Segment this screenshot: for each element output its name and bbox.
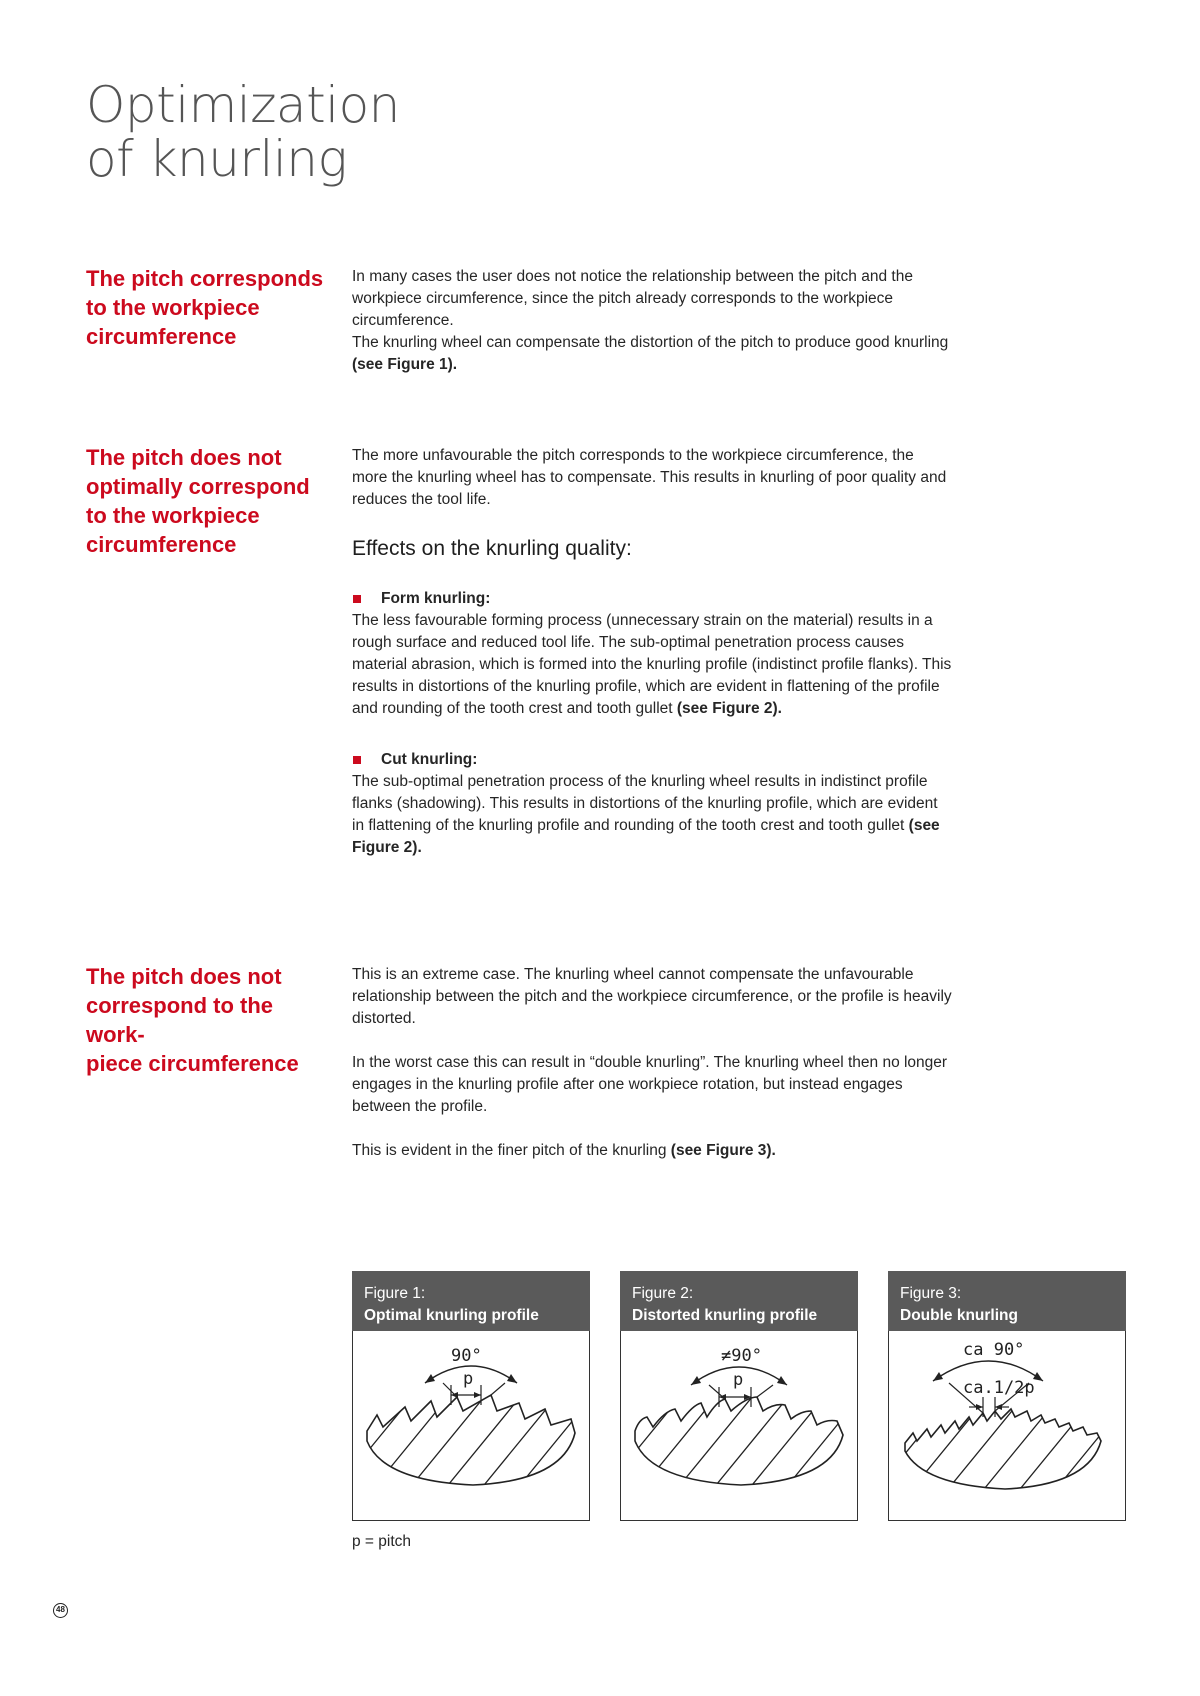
section-3-paragraph-3 xyxy=(352,1140,952,1162)
bullet-title-text: Form knurling: xyxy=(381,590,491,607)
figure-reference: (see Figure 2). xyxy=(352,817,940,856)
heading-line: to the workpiece xyxy=(86,295,260,320)
pitch-label: ca.1/2p xyxy=(963,1378,1035,1398)
effects-subheading: Effects on the knurling quality: xyxy=(352,537,632,560)
figure-1-caption xyxy=(352,1271,590,1331)
figure-2-drawing xyxy=(620,1331,858,1521)
pitch-label: p xyxy=(463,1369,474,1389)
section-1-paragraph-1: In many cases the user does not notice the relationship between the pitch and the workpiece circumference, since the pitch already corresponds to the workpiece circumference. xyxy=(352,268,913,329)
paragraph-text: This is evident in the finer pitch of the knurling xyxy=(352,1142,671,1159)
angle-label: 90° xyxy=(451,1346,482,1366)
figure-legend: p = pitch xyxy=(352,1533,412,1550)
section-1-body xyxy=(352,266,952,376)
figure-reference: (see Figure 2). xyxy=(676,700,782,717)
heading-line: circumference xyxy=(86,324,237,349)
figure-label: Figure 2: xyxy=(632,1285,694,1302)
bullet-title xyxy=(352,588,952,610)
figure-2-caption xyxy=(620,1271,858,1331)
bullet-body: The less favourable forming process (unnecessary strain on the material) results in a rough surface and reduced tool life. The sub-optimal penetration process causes material abrasion, which is formed into the knurling profile (indistinct profile flanks). This results in distortions of the knurling profile, which are evident in flattening of the profile and rounding of the tooth crest and tooth gullet xyxy=(352,612,952,717)
section-3-paragraph-2: In the worst case this can result in “double knurling”. The knurling wheel then no longer engages in the knurling profile after one workpiece rotation, but instead engages between the profile. xyxy=(352,1054,948,1115)
figure-title: Optimal knurling profile xyxy=(364,1307,539,1324)
section-3-paragraph-1: This is an extreme case. The knurling wheel cannot compensate the unfavourable relationship between the pitch and the workpiece circumference, or the profile is heavily distorted. xyxy=(352,966,952,1027)
section-2-body xyxy=(352,445,952,511)
distorted-knurling-profile-diagram xyxy=(621,1331,857,1520)
angle-label: ca 90° xyxy=(963,1340,1025,1360)
red-square-bullet-icon xyxy=(353,756,361,764)
figure-3 xyxy=(888,1271,1126,1521)
pitch-label: p xyxy=(733,1370,744,1390)
figure-title: Distorted knurling profile xyxy=(632,1307,818,1324)
bullet-title-text: Cut knurling: xyxy=(381,751,478,768)
figure-title: Double knurling xyxy=(900,1307,1018,1324)
section-3-body xyxy=(352,964,952,1162)
figure-reference: (see Figure 3). xyxy=(670,1142,776,1159)
bullet-form-knurling xyxy=(352,588,952,720)
figure-2 xyxy=(620,1271,858,1521)
double-knurling-diagram xyxy=(889,1331,1125,1520)
figure-3-caption xyxy=(888,1271,1126,1331)
heading-line: The pitch does not xyxy=(86,964,282,989)
paragraph-text: The knurling wheel can compensate the distortion of the pitch to produce good knurling xyxy=(352,334,949,351)
figure-1-drawing xyxy=(352,1331,590,1521)
figure-reference: (see Figure 1). xyxy=(352,356,458,373)
figure-3-drawing xyxy=(888,1331,1126,1521)
angle-label: ≠90° xyxy=(721,1346,762,1366)
heading-line: optimally correspond xyxy=(86,474,310,499)
figure-label: Figure 3: xyxy=(900,1285,962,1302)
heading-line: to the workpiece xyxy=(86,503,260,528)
section-1-paragraph-2 xyxy=(352,332,952,376)
bullet-text xyxy=(352,610,952,720)
section-3-heading xyxy=(86,962,326,1078)
figure-1 xyxy=(352,1271,590,1521)
page-title-line2: of knurling xyxy=(86,130,347,188)
section-2-heading xyxy=(86,443,326,559)
heading-line: The pitch does not xyxy=(86,445,282,470)
heading-line: correspond to the work- xyxy=(86,993,274,1047)
bullet-cut-knurling xyxy=(352,749,952,859)
bullet-body: The sub-optimal penetration process of the knurling wheel results in indistinct profile flanks (shadowing). This results in distortions of the knurling profile, which are evident in flattening of the knurling profile and rounding of the tooth crest and tooth gullet xyxy=(352,773,938,834)
section-1-heading xyxy=(86,264,326,351)
bullet-title xyxy=(352,749,952,771)
red-square-bullet-icon xyxy=(353,595,361,603)
heading-line: circumference xyxy=(86,532,237,557)
page-title xyxy=(86,78,400,186)
heading-line: piece circumference xyxy=(86,1051,299,1076)
optimal-knurling-profile-diagram xyxy=(353,1331,589,1520)
section-2-paragraph-1: The more unfavourable the pitch corresponds to the workpiece circumference, the more the knurling wheel has to compensate. This results in knurling of poor quality and reduces the tool life. xyxy=(352,447,947,508)
page-number: 48 xyxy=(53,1603,68,1618)
heading-line: The pitch corresponds xyxy=(86,266,324,291)
bullet-text xyxy=(352,771,952,859)
page-title-line1: Optimization xyxy=(86,76,400,134)
figure-label: Figure 1: xyxy=(364,1285,426,1302)
